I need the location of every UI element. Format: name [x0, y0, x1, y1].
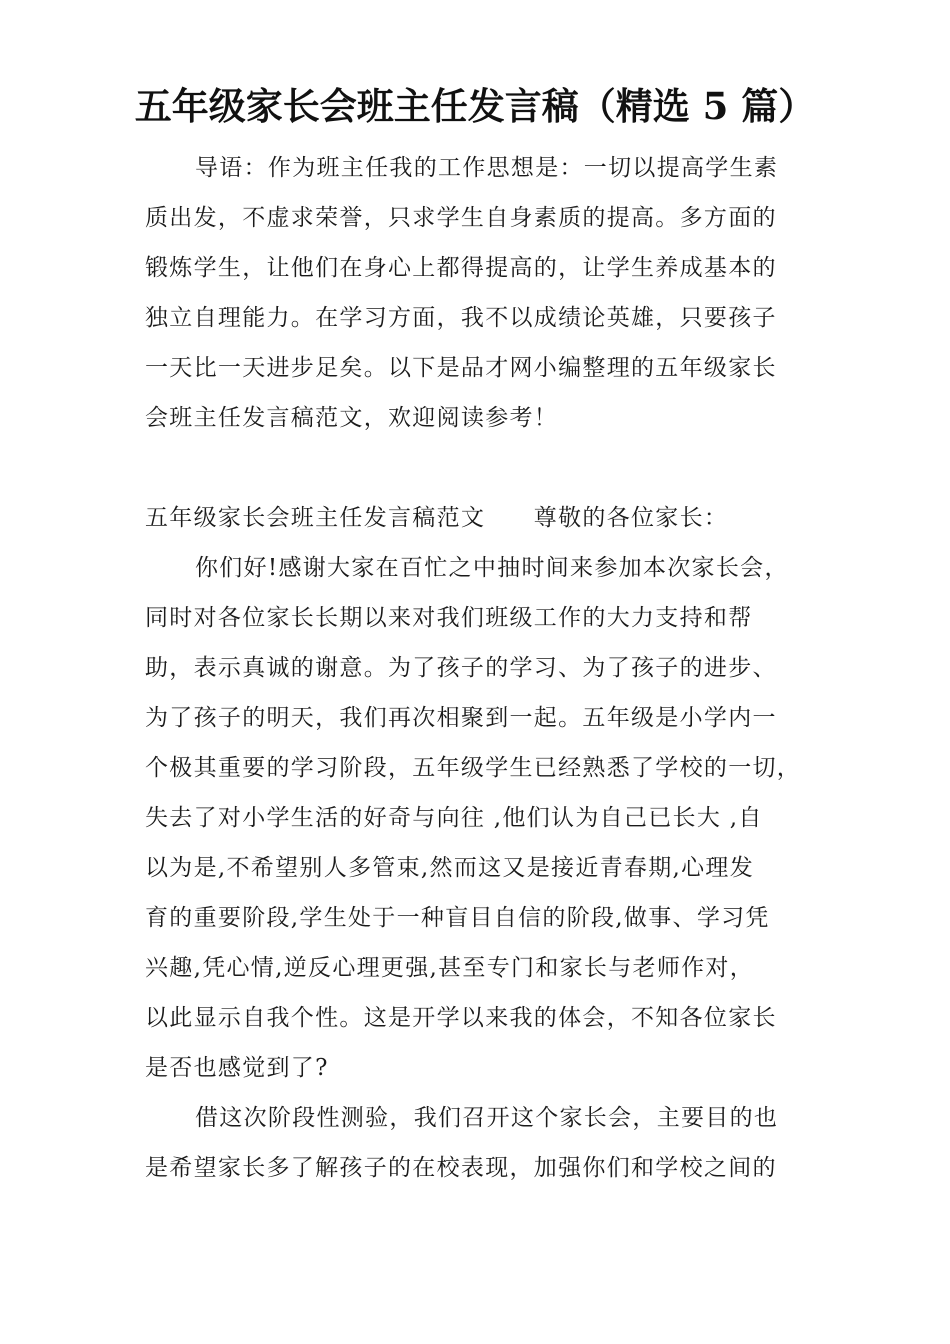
section-heading-line: 五年级家长会班主任发言稿范文 尊敬的各位家长： [145, 505, 729, 531]
paragraph-line: 是否也感觉到了? [145, 1055, 329, 1081]
paragraph-line: 你们好!感谢大家在百忙之中抽时间来参加本次家长会， [195, 555, 789, 581]
paragraph-line: 锻炼学生，让他们在身心上都得提高的，让学生养成基本的 [145, 255, 777, 281]
paragraph-line: 助，表示真诚的谢意。为了孩子的学习、为了孩子的进步、 [145, 655, 777, 681]
paragraph-line: 一天比一天进步足矣。以下是品才网小编整理的五年级家长 [145, 355, 777, 381]
paragraph-line: 质出发，不虚求荣誉，只求学生自身素质的提高。多方面的 [145, 205, 777, 231]
paragraph-line: 导语：作为班主任我的工作思想是：一切以提高学生素 [195, 155, 779, 181]
paragraph-line: 兴趣,凭心情,逆反心理更强,甚至专门和家长与老师作对， [145, 955, 755, 981]
paragraph-line: 以为是,不希望别人多管束,然而这又是接近青春期,心理发 [145, 855, 755, 881]
paragraph-line: 会班主任发言稿范文，欢迎阅读参考！ [145, 405, 559, 431]
document-title: 五年级家长会班主任发言稿（精选 5 篇） [134, 84, 816, 128]
paragraph-line: 以此显示自我个性。这是开学以来我的体会，不知各位家长 [145, 1005, 777, 1031]
paragraph-line: 失去了对小学生活的好奇与向往 ,他们认为自己已长大 ,自 [145, 805, 763, 831]
paragraph-line: 个极其重要的学习阶段，五年级学生已经熟悉了学校的一切， [145, 755, 802, 781]
paragraph-line: 是希望家长多了解孩子的在校表现，加强你们和学校之间的 [145, 1155, 777, 1181]
paragraph-line: 育的重要阶段,学生处于一种盲目自信的阶段,做事、学习凭 [145, 905, 770, 931]
paragraph-line: 借这次阶段性测验，我们召开这个家长会，主要目的也 [195, 1105, 779, 1131]
paragraph-line: 为了孩子的明天，我们再次相聚到一起。五年级是小学内一 [145, 705, 777, 731]
paragraph-line: 同时对各位家长长期以来对我们班级工作的大力支持和帮 [145, 605, 753, 631]
paragraph-line: 独立自理能力。在学习方面，我不以成绩论英雄，只要孩子 [145, 305, 777, 331]
